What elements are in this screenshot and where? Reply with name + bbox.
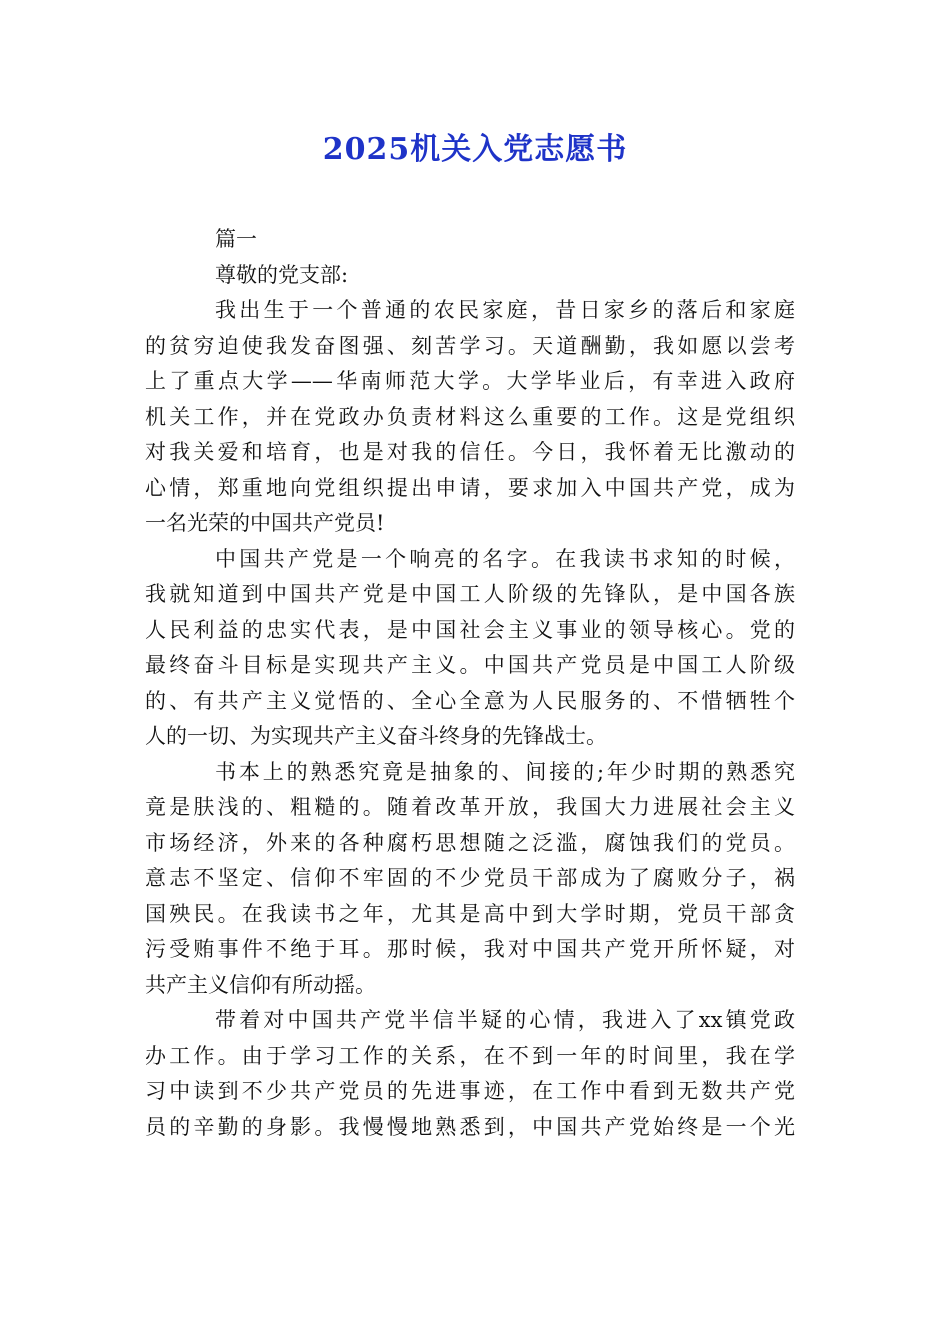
paragraph-1 bbox=[145, 293, 795, 542]
paragraph-line: 带着对中国共产党半信半疑的心情，我进入了xx镇党政 bbox=[215, 1008, 795, 1032]
paragraph-line: 人的一切、为实现共产主义奋斗终身的先锋战士。 bbox=[145, 724, 607, 748]
paragraph-line: 书本上的熟悉究竟是抽象的、间接的;年少时期的熟悉究 bbox=[215, 759, 795, 784]
paragraph-line: 习中读到不少共产党员的先进事迹，在工作中看到无数共产党 bbox=[145, 1079, 795, 1103]
paragraph-line: 市场经济，外来的各种腐朽思想随之泛滥，腐蚀我们的党员。 bbox=[145, 830, 795, 855]
section-label: 篇一 bbox=[215, 227, 257, 251]
paragraph-line: 最终奋斗目标是实现共产主义。中国共产党员是中国工人阶级 bbox=[145, 653, 795, 677]
paragraph-line: 办工作。由于学习工作的关系，在不到一年的时间里，我在学 bbox=[145, 1043, 795, 1068]
document-body bbox=[145, 222, 795, 1145]
paragraph-4 bbox=[145, 1003, 795, 1145]
paragraph-line: 的、有共产主义觉悟的、全心全意为人民服务的、不惜牺牲个 bbox=[145, 688, 795, 713]
paragraph-line: 的贫穷迫使我发奋图强、刻苦学习。天道酬勤，我如愿以尝考 bbox=[145, 333, 795, 358]
document-title: 2025机关入党志愿书 bbox=[322, 132, 628, 167]
paragraph-line: 一名光荣的中国共产党员! bbox=[145, 511, 385, 535]
paragraph-line: 对我关爱和培育，也是对我的信任。今日，我怀着无比激动的 bbox=[145, 440, 795, 464]
paragraph-2 bbox=[145, 542, 795, 755]
paragraph-line: 上了重点大学——华南师范大学。大学毕业后，有幸进入政府 bbox=[145, 369, 795, 393]
paragraph-line: 员的辛勤的身影。我慢慢地熟悉到，中国共产党始终是一个光 bbox=[145, 1114, 795, 1139]
paragraph-line: 中国共产党是一个响亮的名字。在我读书求知的时候， bbox=[215, 546, 795, 571]
paragraph-line: 机关工作，并在党政办负责材料这么重要的工作。这是党组织 bbox=[145, 404, 795, 429]
paragraph-line: 我出生于一个普通的农民家庭，昔日家乡的落后和家庭 bbox=[215, 298, 795, 322]
paragraph-line: 人民利益的忠实代表，是中国社会主义事业的领导核心。党的 bbox=[145, 617, 795, 642]
paragraph-line: 竟是肤浅的、粗糙的。随着改革开放，我国大力进展社会主义 bbox=[145, 795, 795, 819]
paragraph-line: 我就知道到中国共产党是中国工人阶级的先锋队，是中国各族 bbox=[145, 582, 795, 606]
salutation: 尊敬的党支部: bbox=[215, 262, 349, 287]
paragraph-line: 国殃民。在我读书之年，尤其是高中到大学时期，党员干部贪 bbox=[145, 901, 795, 926]
paragraph-line: 心情，郑重地向党组织提出申请，要求加入中国共产党，成为 bbox=[145, 475, 795, 500]
paragraph-line: 共产主义信仰有所动摇。 bbox=[145, 972, 376, 997]
paragraph-3 bbox=[145, 755, 795, 1004]
paragraph-line: 意志不坚定、信仰不牢固的不少党员干部成为了腐败分子，祸 bbox=[145, 866, 795, 890]
paragraph-line: 污受贿事件不绝于耳。那时候，我对中国共产党开所怀疑，对 bbox=[145, 937, 795, 961]
